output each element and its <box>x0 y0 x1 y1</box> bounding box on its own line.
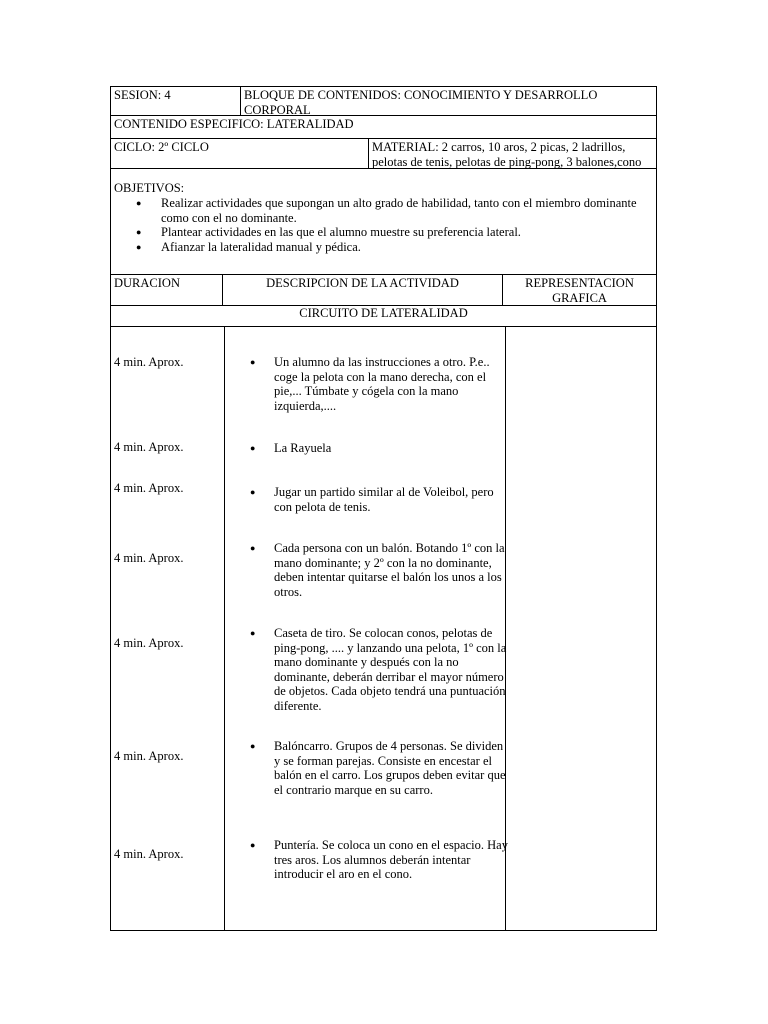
objetivo-item: ● Realizar actividades que supongan un alto grado de habilidad, tanto con el miembro dominante como con el no dominante. <box>136 196 637 225</box>
duracion-cell: 4 min. Aprox. <box>114 481 184 495</box>
bullet-icon: ● <box>136 227 142 237</box>
col-descripcion-header: DESCRIPCION DE LA ACTIVIDAD <box>266 276 459 290</box>
objetivo-item: ● Plantear actividades en las que el alumno muestre su preferencia lateral. <box>136 225 521 239</box>
bullet-icon: ● <box>250 741 256 751</box>
duracion-cell: 4 min. Aprox. <box>114 847 184 861</box>
duracion-cell: 4 min. Aprox. <box>114 749 184 763</box>
col-representacion-header: REPRESENTACION GRAFICA <box>525 276 634 305</box>
ciclo-divider <box>368 138 369 169</box>
bullet-icon: ● <box>136 198 142 208</box>
ciclo-label: CICLO: 2º CICLO <box>114 140 209 154</box>
col-duracion-header: DURACION <box>114 276 180 290</box>
body-divider-1 <box>224 326 225 931</box>
bullet-icon: ● <box>250 840 256 850</box>
sesion-label: SESION: 4 <box>114 88 171 102</box>
actividad-cell: ● Un alumno da las instrucciones a otro. P.e.. coge la pelota con la mano derecha, con el pie,... Túmbate y cógela con la mano izquierda,.... <box>250 355 490 413</box>
bullet-icon: ● <box>250 543 256 553</box>
objetivo-item: ● Afianzar la lateralidad manual y pédica. <box>136 239 361 254</box>
material-label: MATERIAL: 2 carros, 10 aros, 2 picas, 2 ladrillos, pelotas de tenis, pelotas de ping-pong, 3 balones,cono <box>372 140 642 169</box>
duracion-cell: 4 min. Aprox. <box>114 440 184 454</box>
contenido-label: CONTENIDO ESPECIFICO: LATERALIDAD <box>114 117 354 131</box>
bloque-label: BLOQUE DE CONTENIDOS: CONOCIMIENTO Y DESARROLLO CORPORAL <box>244 88 598 117</box>
bullet-icon: ● <box>250 628 256 638</box>
actividad-cell: ● Jugar un partido similar al de Voleibol, pero con pelota de tenis. <box>250 485 494 514</box>
bullet-icon: ● <box>136 241 142 252</box>
circuito-title: CIRCUITO DE LATERALIDAD <box>299 306 468 320</box>
actividad-cell: ● La Rayuela <box>250 441 332 455</box>
actividad-cell: ● Cada persona con un balón. Botando 1º con la mano dominante; y 2º con la no dominante, deben intentar quitarse el balón los unos a los otros. <box>250 541 505 599</box>
duracion-cell: 4 min. Aprox. <box>114 355 184 369</box>
actividad-cell: ● Puntería. Se coloca un cono en el espacio. Hay tres aros. Los alumnos deberán intentar introducir el aro en el cono. <box>250 838 508 881</box>
objetivos-list <box>112 196 654 254</box>
duracion-cell: 4 min. Aprox. <box>114 551 184 565</box>
bullet-icon: ● <box>250 357 256 367</box>
bullet-icon: ● <box>250 443 256 453</box>
actividad-cell: ● Balóncarro. Grupos de 4 personas. Se dividen y se forman parejas. Consiste en encestar el balón en el carro. Los grupos deben evitar que el contrario marque en su carro. <box>250 739 506 797</box>
actividad-cell: ● Caseta de tiro. Se colocan conos, pelotas de ping-pong, .... y lanzando una pelota, 1º con la mano dominante y después con la no dominante, deberán derribar el mayor número de objetos. Cada objeto tendrá una puntuación diferente. <box>250 626 507 713</box>
sesion-divider <box>240 86 241 116</box>
bullet-icon: ● <box>250 487 256 497</box>
duracion-cell: 4 min. Aprox. <box>114 636 184 650</box>
objetivos-title: OBJETIVOS: <box>114 181 185 195</box>
